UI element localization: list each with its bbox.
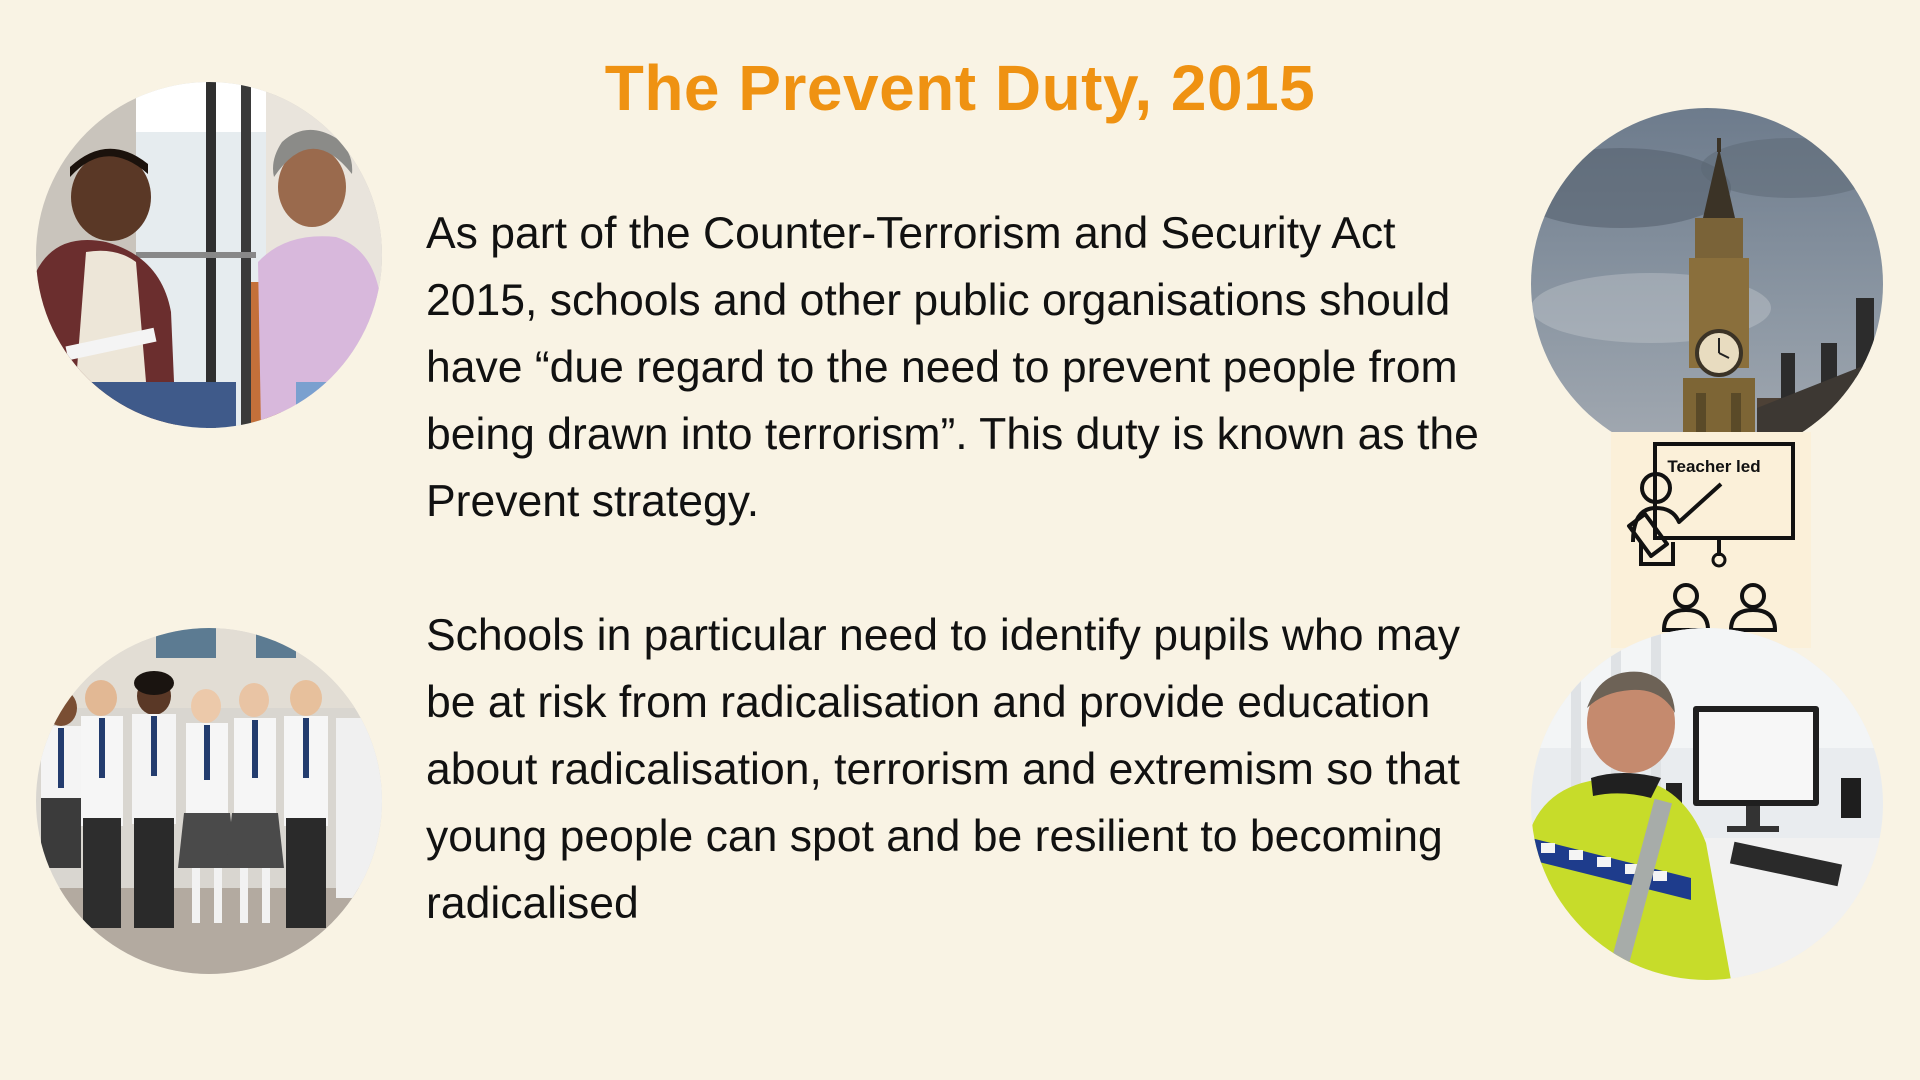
slide-body [426,200,1506,1004]
teacher-led-card [1611,432,1811,648]
school-pupils-photo [36,628,382,974]
slide-title: The Prevent Duty, 2015 [604,52,1316,124]
person-icon [1675,585,1697,607]
teacher-presentation-icon [1611,432,1811,648]
paragraph-prevent-duty: As part of the Counter-Terrorism and Security Act 2015, schools and other public organisations should have “due regard to the need to prevent people from being drawn into terrorism”. This duty is known as the Prevent strategy. [426,209,1479,526]
mentor-conversation-photo [36,82,382,428]
police-officer-computer-photo [1531,628,1883,980]
paragraph-schools-role: Schools in particular need to identify pupils who may be at risk from radicalisation and provide education about radicalisation, terrorism and extremism so that young people can spot and be resilient to becoming radicalised [426,611,1460,928]
person-icon [1742,585,1764,607]
big-ben-photo [1531,108,1883,460]
teacher-led-label: Teacher led [1667,457,1761,476]
